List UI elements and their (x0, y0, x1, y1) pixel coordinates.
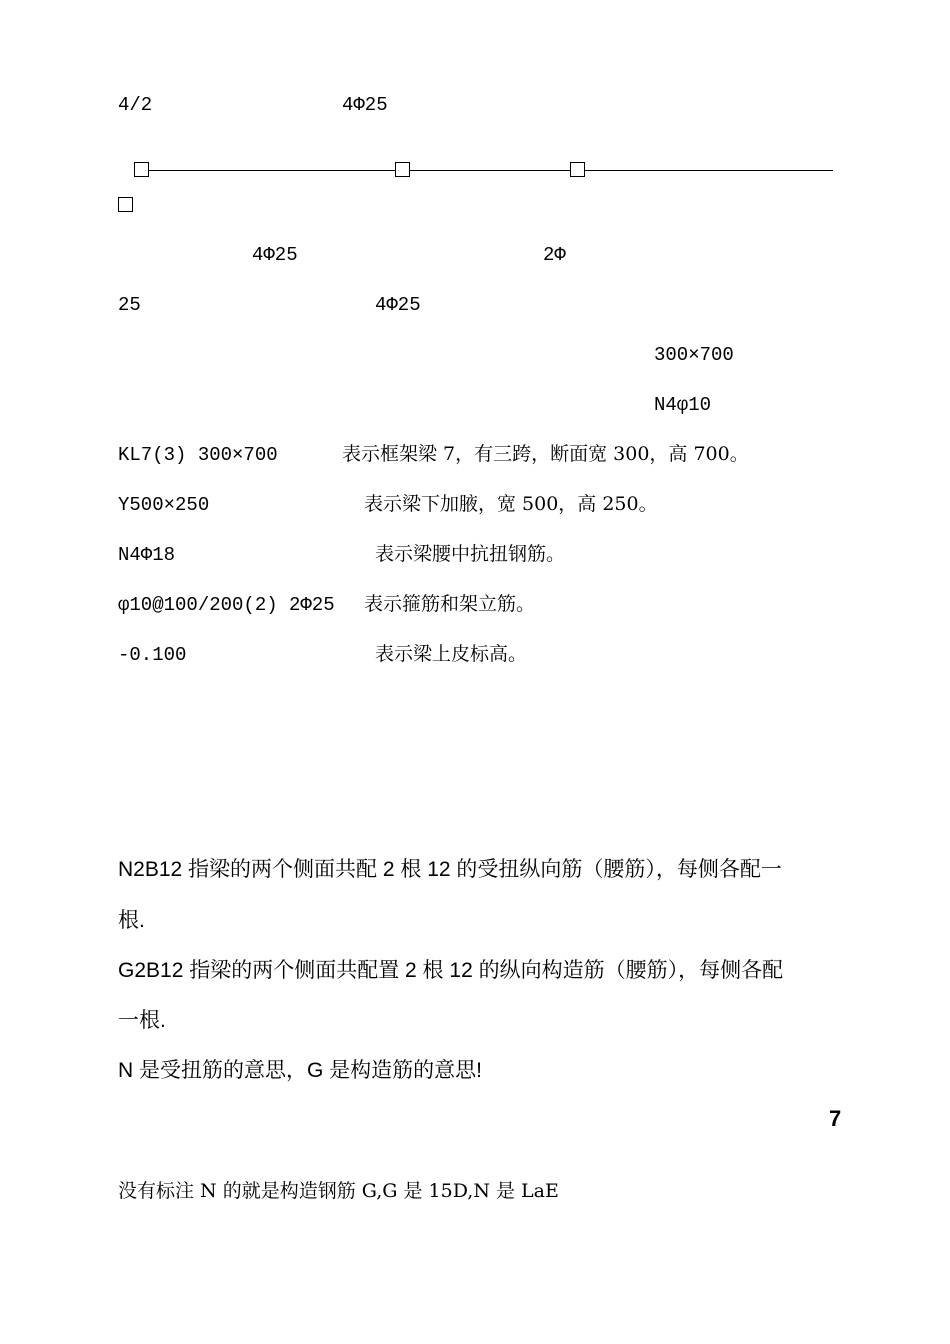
footer-note: 没有标注 N 的就是构造钢筋 G,G 是 15D,N 是 LaE (118, 1180, 559, 1202)
diagram-bottom-rebar-1: 4Φ25 (252, 244, 298, 266)
diagram-torsion-rebar: N4φ10 (654, 394, 712, 416)
note-code: N4Φ18 (118, 544, 176, 566)
note-code: KL7(3) 300×700 (118, 444, 278, 466)
support-box (395, 162, 410, 177)
beam-span-2 (410, 170, 570, 171)
beam-span-1 (149, 170, 395, 171)
paragraph-line: 一根. (118, 1009, 166, 1032)
diagram-bottom-rebar-3: 4Φ25 (375, 294, 421, 316)
beam-span-3 (585, 170, 833, 171)
beam-end-box (118, 197, 133, 215)
paragraph-line: G2B12 指梁的两个侧面共配置 2 根 12 的纵向构造筋（腰筋），每侧各配 (118, 959, 784, 982)
note-description: 表示框架梁 7，有三跨，断面宽 300，高 700。 (342, 443, 749, 465)
note-description: 表示梁腰中抗扭钢筋。 (375, 543, 566, 565)
note-description: 表示梁下加腋，宽 500，高 250。 (364, 493, 658, 515)
paragraph-line: 根. (118, 909, 145, 932)
diagram-section-size: 300×700 (654, 344, 734, 366)
paragraph-line: N2B12 指梁的两个侧面共配 2 根 12 的受扭纵向筋（腰筋），每侧各配一 (118, 858, 782, 881)
support-box (134, 162, 149, 177)
note-description: 表示箍筋和架立筋。 (364, 593, 536, 615)
support-box (570, 162, 585, 177)
paragraph-line: N 是受扭筋的意思，G 是构造筋的意思! (118, 1059, 483, 1082)
note-description: 表示梁上皮标高。 (375, 643, 528, 665)
page-number: 7 (829, 1106, 842, 1131)
support-box (118, 197, 133, 212)
note-code: -0.100 (118, 644, 187, 666)
diagram-support-label: 4/2 (118, 94, 153, 116)
diagram-bottom-rebar-2: 2Φ (543, 244, 566, 266)
note-code: Y500×250 (118, 494, 210, 516)
diagram-top-rebar: 4Φ25 (342, 94, 388, 116)
note-code: φ10@100/200(2) 2Φ25 (118, 594, 335, 616)
beam-line (118, 146, 838, 166)
diagram-bottom-rebar-2-cont: 25 (118, 294, 141, 316)
